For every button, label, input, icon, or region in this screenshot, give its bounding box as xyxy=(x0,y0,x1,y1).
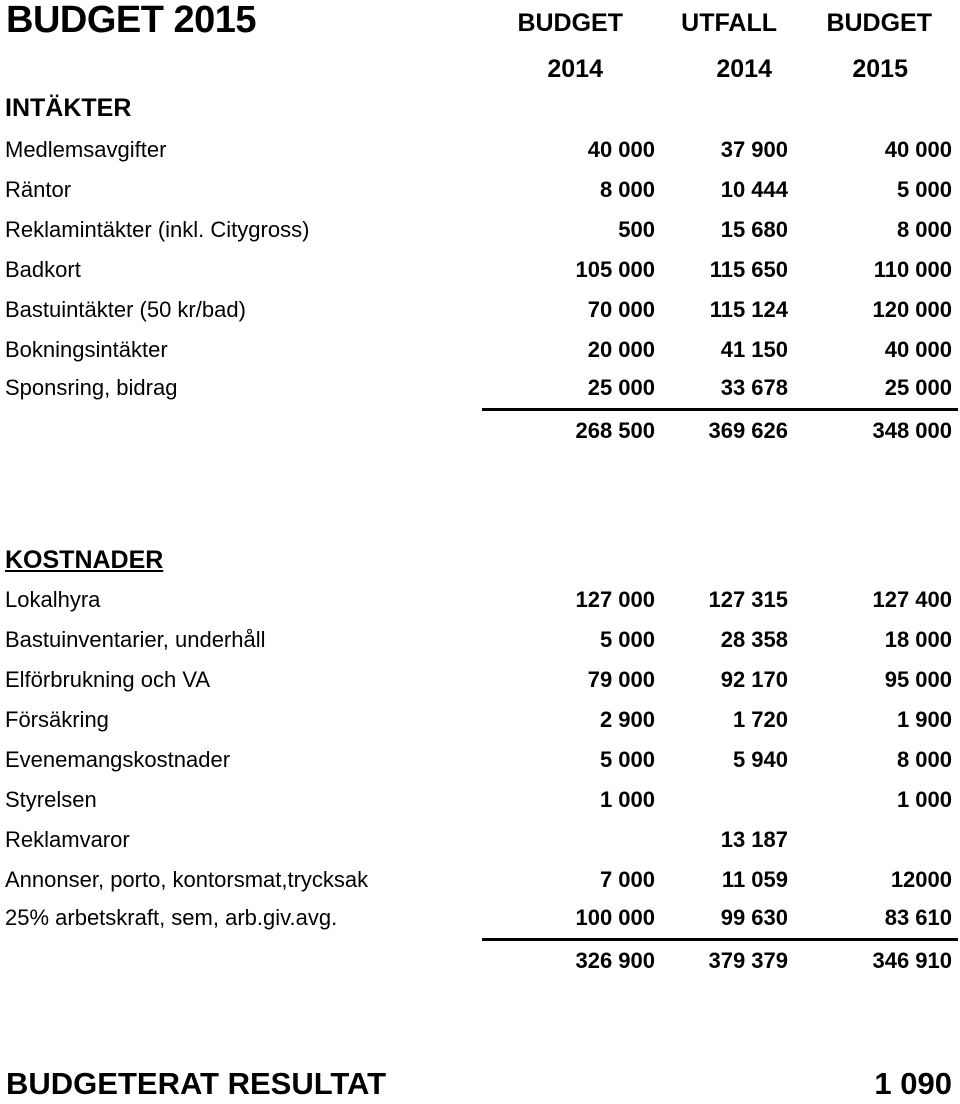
budget-2015-value: 95 000 xyxy=(884,667,952,692)
income-total-rule xyxy=(482,408,958,411)
row-label: Annonser, porto, kontorsmat,trycksak xyxy=(5,867,369,892)
costs-total-budget-2014: 326 900 xyxy=(575,948,655,973)
budget-2014-value: 105 000 xyxy=(575,257,655,282)
column-year-budget-2015: 2015 xyxy=(852,55,908,83)
cost-row xyxy=(0,703,960,737)
budget-2015-value: 25 000 xyxy=(884,375,952,400)
page-title: BUDGET 2015 xyxy=(6,0,257,41)
budget-2014-value: 8 000 xyxy=(599,177,655,202)
income-row xyxy=(0,173,960,207)
row-label: Lokalhyra xyxy=(5,587,101,612)
budget-2014-value: 1 000 xyxy=(599,787,655,812)
row-label: Bokningsintäkter xyxy=(5,337,168,362)
budget-2014-value: 500 xyxy=(618,217,655,242)
income-row xyxy=(0,253,960,287)
row-label: 25% arbetskraft, sem, arb.giv.avg. xyxy=(5,905,338,930)
utfall-2014-value: 115 650 xyxy=(709,257,788,282)
utfall-2014-value: 28 358 xyxy=(720,627,788,652)
budget-2015-value: 18 000 xyxy=(884,627,952,652)
column-header-budget-2014: BUDGET xyxy=(517,9,623,37)
income-row xyxy=(0,333,960,367)
budget-2015-value: 5 000 xyxy=(896,177,952,202)
utfall-2014-value: 33 678 xyxy=(720,375,788,400)
utfall-2014-value: 13 187 xyxy=(720,827,788,852)
utfall-2014-value: 10 444 xyxy=(720,177,788,202)
budget-2015-value: 40 000 xyxy=(884,137,952,162)
costs-total-utfall-2014: 379 379 xyxy=(708,948,788,973)
cost-row xyxy=(0,901,960,935)
row-label: Reklamintäkter (inkl. Citygross) xyxy=(5,217,310,242)
budget-2015-value: 1 000 xyxy=(896,787,952,812)
budget-2014-value: 5 000 xyxy=(599,627,655,652)
income-row xyxy=(0,213,960,247)
budget-2014-value: 25 000 xyxy=(587,375,655,400)
result-label: BUDGETERAT RESULTAT xyxy=(6,1066,387,1101)
income-total-row xyxy=(0,414,960,448)
budget-2014-value: 70 000 xyxy=(587,297,655,322)
column-year-utfall-2014: 2014 xyxy=(716,55,772,83)
budget-2014-value: 2 900 xyxy=(599,707,655,732)
result-value: 1 090 xyxy=(874,1066,952,1101)
income-row xyxy=(0,133,960,167)
costs-heading: KOSTNADER xyxy=(5,546,164,574)
budget-2015-value: 12000 xyxy=(890,867,952,892)
income-total-budget-2014: 268 500 xyxy=(575,418,655,443)
utfall-2014-value: 99 630 xyxy=(720,905,788,930)
cost-row xyxy=(0,623,960,657)
budget-2015-value: 1 900 xyxy=(896,707,952,732)
income-heading: INTÄKTER xyxy=(5,94,132,122)
budget-2015-value: 120 000 xyxy=(872,297,952,322)
utfall-2014-value: 37 900 xyxy=(720,137,788,162)
budget-2014-value: 100 000 xyxy=(575,905,655,930)
row-label: Räntor xyxy=(5,177,72,202)
cost-row xyxy=(0,823,960,857)
row-label: Försäkring xyxy=(5,707,109,732)
utfall-2014-value: 11 059 xyxy=(721,867,788,892)
row-label: Reklamvaror xyxy=(5,827,130,852)
budget-2014-value: 40 000 xyxy=(587,137,655,162)
budget-2014-value: 20 000 xyxy=(587,337,655,362)
utfall-2014-value: 92 170 xyxy=(720,667,788,692)
cost-row xyxy=(0,583,960,617)
utfall-2014-value: 5 940 xyxy=(732,747,788,772)
column-year-budget-2014: 2014 xyxy=(547,55,603,83)
utfall-2014-value: 115 124 xyxy=(709,297,788,322)
cost-row xyxy=(0,663,960,697)
budget-2015-value: 83 610 xyxy=(884,905,952,930)
column-header-utfall-2014: UTFALL xyxy=(681,9,777,37)
costs-total-row xyxy=(0,944,960,978)
budget-2015-value: 40 000 xyxy=(884,337,952,362)
budget-2015-value: 8 000 xyxy=(896,217,952,242)
row-label: Elförbrukning och VA xyxy=(5,667,211,692)
column-header-budget-2015: BUDGET xyxy=(826,9,932,37)
row-label: Evenemangskostnader xyxy=(5,747,231,772)
utfall-2014-value: 127 315 xyxy=(708,587,788,612)
cost-row xyxy=(0,783,960,817)
utfall-2014-value: 1 720 xyxy=(732,707,788,732)
row-label: Styrelsen xyxy=(5,787,97,812)
budget-2015-value: 110 000 xyxy=(873,257,952,282)
utfall-2014-value: 41 150 xyxy=(720,337,788,362)
row-label: Medlemsavgifter xyxy=(5,137,167,162)
row-label: Badkort xyxy=(5,257,81,282)
budget-2015-value: 8 000 xyxy=(896,747,952,772)
budget-2014-value: 7 000 xyxy=(599,867,655,892)
budget-2014-value: 5 000 xyxy=(599,747,655,772)
income-row xyxy=(0,293,960,327)
row-label: Bastuinventarier, underhåll xyxy=(5,627,266,652)
costs-total-rule xyxy=(482,938,958,941)
income-total-budget-2015: 348 000 xyxy=(872,418,952,443)
income-row xyxy=(0,371,960,405)
row-label: Bastuintäkter (50 kr/bad) xyxy=(5,297,246,322)
cost-row xyxy=(0,743,960,777)
costs-total-budget-2015: 346 910 xyxy=(872,948,952,973)
budget-2014-value: 127 000 xyxy=(575,587,655,612)
utfall-2014-value: 15 680 xyxy=(720,217,788,242)
income-total-utfall-2014: 369 626 xyxy=(708,418,788,443)
row-label: Sponsring, bidrag xyxy=(5,375,178,400)
cost-row xyxy=(0,863,960,897)
budget-2015-value: 127 400 xyxy=(872,587,952,612)
budget-2014-value: 79 000 xyxy=(587,667,655,692)
